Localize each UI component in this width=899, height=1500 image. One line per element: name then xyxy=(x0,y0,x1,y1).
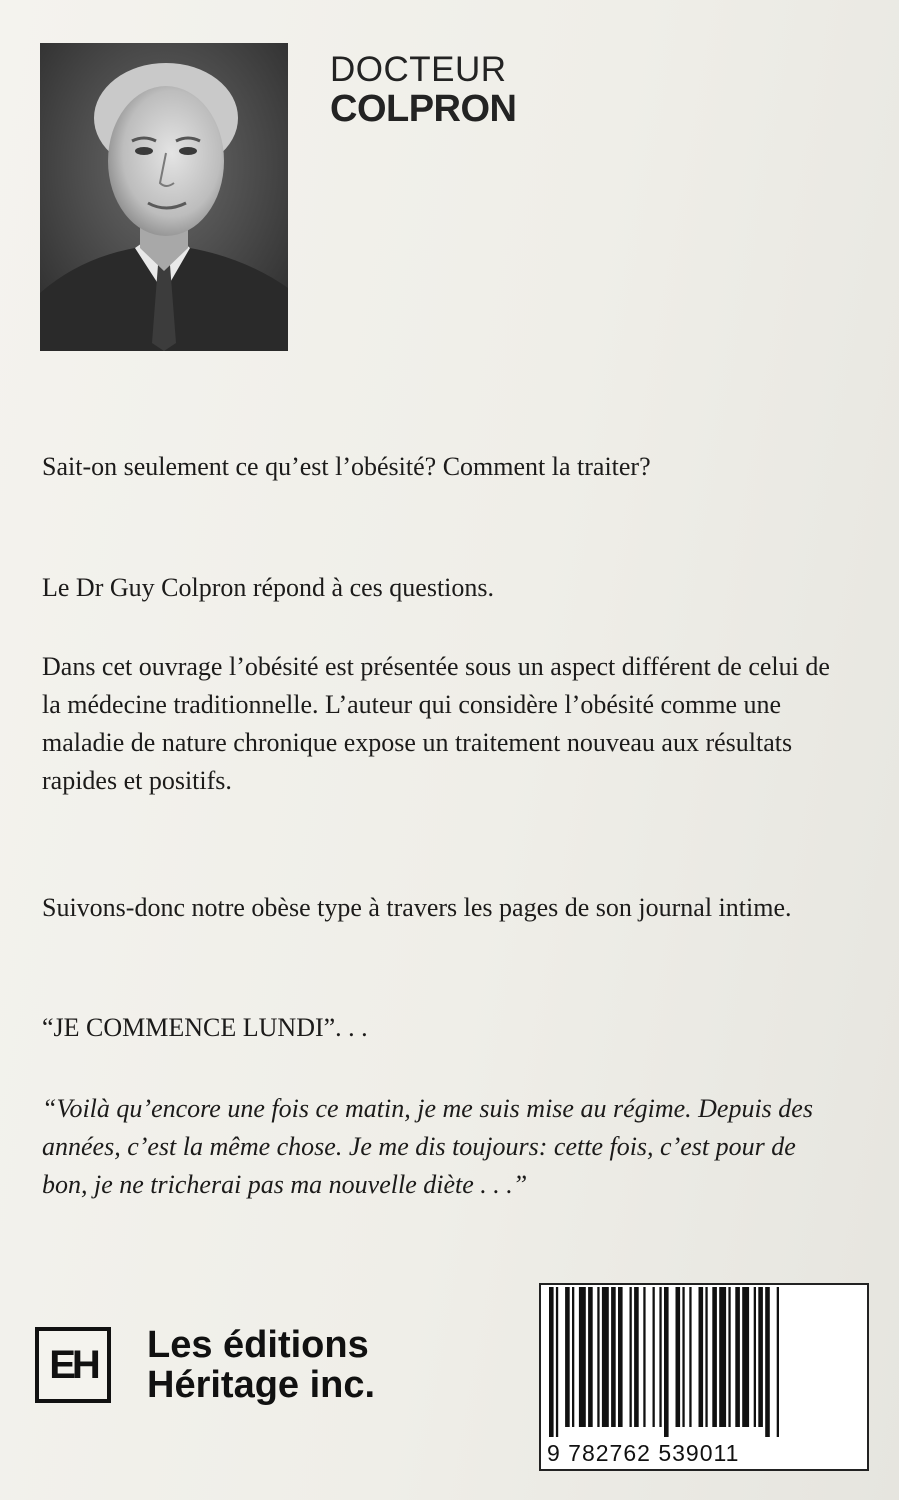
barcode-bar xyxy=(618,1287,623,1427)
barcode-bar xyxy=(579,1287,586,1427)
barcode-bar xyxy=(705,1287,707,1427)
publisher-name-line2: Héritage inc. xyxy=(147,1364,376,1406)
paragraph-description: Dans cet ouvrage l’obésité est présentée sous un aspect différent de celui de la médecine traditionnelle. L’auteur qui considère l’obésité comme une maladie de nature chronique expose un traitement nouveau aux résultats rapides et positifs. xyxy=(42,652,830,795)
barcode-bar xyxy=(588,1287,593,1427)
publisher-name xyxy=(147,1325,375,1405)
barcode-bar xyxy=(664,1287,669,1437)
diary-excerpt: “Voilà qu’encore une fois ce matin, je me suis mise au régime. Depuis des années, c’est la même chose. Je me dis toujours: cette fois, c’est pour de bon, je ne tricherai pas ma nouvelle diète . . .” xyxy=(42,1094,813,1199)
author-portrait-photo xyxy=(40,43,288,351)
barcode xyxy=(539,1283,869,1471)
barcode-bars xyxy=(549,1287,861,1437)
author-surname: COLPRON xyxy=(330,88,517,130)
paragraph-journal: Suivons-donc notre obèse type à travers les pages de son journal intime. xyxy=(42,893,792,922)
publisher-logo: EH xyxy=(35,1327,111,1403)
barcode-bar xyxy=(758,1287,763,1427)
barcode-bar xyxy=(630,1287,632,1427)
book-title-quote: “JE COMMENCE LUNDI”. . . xyxy=(42,1013,368,1042)
barcode-bar xyxy=(728,1287,730,1427)
barcode-bar xyxy=(659,1287,661,1427)
barcode-bar xyxy=(597,1287,599,1427)
barcode-bar xyxy=(611,1287,616,1427)
barcode-bar xyxy=(777,1287,779,1437)
barcode-bar xyxy=(676,1287,681,1427)
barcode-bar xyxy=(682,1287,684,1427)
paragraph-answer: Le Dr Guy Colpron répond à ces questions. xyxy=(42,573,495,602)
publisher-name-line1: Les éditions xyxy=(147,1324,369,1366)
barcode-bar xyxy=(699,1287,704,1427)
barcode-bar xyxy=(565,1287,570,1427)
barcode-bar xyxy=(754,1287,756,1427)
author-title: DOCTEUR xyxy=(330,50,507,89)
barcode-bar xyxy=(765,1287,770,1437)
barcode-bar xyxy=(689,1287,691,1427)
barcode-bar xyxy=(549,1287,554,1437)
barcode-bar xyxy=(634,1287,639,1427)
author-name xyxy=(330,52,517,128)
barcode-bar xyxy=(742,1287,749,1427)
paragraph-question: Sait-on seulement ce qu’est l’obésité? Comment la traiter? xyxy=(42,452,651,481)
barcode-bar xyxy=(653,1287,655,1427)
barcode-bar xyxy=(556,1287,558,1437)
barcode-bar xyxy=(643,1287,645,1427)
barcode-bar xyxy=(735,1287,740,1427)
barcode-bar xyxy=(572,1287,574,1427)
barcode-bar xyxy=(712,1287,717,1427)
barcode-bar xyxy=(602,1287,609,1427)
publisher-block xyxy=(35,1325,375,1405)
barcode-digits: 9 782762 539011 xyxy=(547,1440,740,1466)
barcode-bar xyxy=(719,1287,726,1427)
